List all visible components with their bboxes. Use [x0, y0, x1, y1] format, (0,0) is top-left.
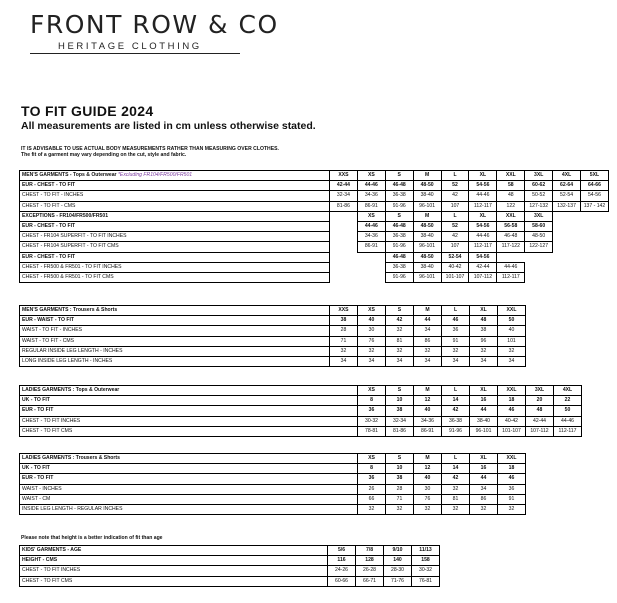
table-cell: 48-50 [413, 252, 441, 262]
table-cell: 32 [386, 505, 414, 515]
table-cell: 34 [498, 357, 526, 367]
table-cell: 140 [384, 556, 412, 566]
table-cell: 44 [470, 474, 498, 484]
table-row [20, 556, 440, 566]
table-cell: 32 [358, 505, 386, 515]
row-label: WAIST - CM [20, 494, 358, 504]
table-cell: 96-101 [413, 273, 441, 283]
size-header: XXL [498, 454, 526, 464]
table-cell: 76 [414, 494, 442, 504]
brand-name: FRONT ROW & CO [30, 10, 279, 39]
table-cell: 16 [470, 464, 498, 474]
table-cell: 122-127 [525, 242, 553, 252]
mens-trousers-table [19, 305, 526, 367]
table-cell: 86-91 [357, 201, 385, 211]
size-header: XS [358, 306, 386, 316]
size-header: XS [357, 171, 385, 181]
table-cell: 32 [442, 484, 470, 494]
table-cell: 22 [554, 396, 582, 406]
size-header: XS [357, 211, 385, 221]
table-cell: 86 [470, 494, 498, 504]
row-label: INSIDE LEG LENGTH - REGULAR INCHES [20, 505, 358, 515]
size-header: L [441, 171, 469, 181]
row-label: CHEST - FR500 & FR501 - TO FIT INCHES [20, 262, 330, 272]
table-cell: 46 [442, 316, 470, 326]
table-cell: 34 [414, 357, 442, 367]
table-cell: 30 [358, 326, 386, 336]
table-row [20, 336, 526, 346]
table-cell: 36-38 [442, 416, 470, 426]
size-header: XL [470, 306, 498, 316]
size-header: XXS [330, 171, 358, 181]
table-cell: 50-52 [525, 191, 553, 201]
table-cell: 28-30 [384, 566, 412, 576]
table-cell: 46-48 [497, 232, 525, 242]
row-label: WAIST - TO FIT - INCHES [20, 326, 330, 336]
table-header-row [20, 211, 609, 221]
table-cell: 38-40 [413, 262, 441, 272]
table-cell: 132-137 [553, 201, 581, 211]
table-cell: 101-107 [441, 273, 469, 283]
advice-line-1: IT IS ADVISABLE TO USE ACTUAL BODY MEASUREMENTS RATHER THAN MEASURING OVER CLOTHES. [21, 146, 279, 152]
table-cell: 34 [386, 357, 414, 367]
table-row [20, 357, 526, 367]
table-cell: 44-46 [554, 416, 582, 426]
table-cell: 112-117 [469, 242, 497, 252]
size-header: XS [358, 386, 386, 396]
size-header: XL [470, 386, 498, 396]
row-label: CHEST - TO FIT - INCHES [20, 191, 330, 201]
exceptions-title: EXCEPTIONS - FR104/FR500/FR501 [20, 211, 330, 221]
table-cell: 101-107 [498, 426, 526, 436]
size-header: S [386, 386, 414, 396]
table-cell: 8 [358, 464, 386, 474]
table-row [20, 252, 609, 262]
table-cell: 50 [498, 316, 526, 326]
table-cell: 32 [470, 505, 498, 515]
table-row [20, 494, 526, 504]
table-cell: 76-81 [412, 576, 440, 586]
table-row [20, 273, 609, 283]
row-label: CHEST - TO FIT CMS [20, 576, 328, 586]
table-cell: 36-38 [385, 262, 413, 272]
size-header: M [413, 211, 441, 221]
row-label: UK - TO FIT [20, 464, 358, 474]
table-row [20, 566, 440, 576]
table-cell: 122 [497, 201, 525, 211]
row-label: EUR - TO FIT [20, 406, 358, 416]
table-cell: 54-56 [469, 181, 497, 191]
table-cell: 32 [386, 346, 414, 356]
exclusion-note: *Excluding FR104/FR500/FR501 [117, 172, 193, 178]
size-header: XXL [497, 211, 525, 221]
size-header: M [414, 306, 442, 316]
row-label: EUR - CHEST - TO FIT [20, 181, 330, 191]
kids-fit-note: Please note that height is a better indication of fit than age [21, 535, 163, 541]
row-label: CHEST - TO FIT CMS [20, 426, 358, 436]
table-cell: 12 [414, 396, 442, 406]
row-label: EUR - CHEST - TO FIT [20, 252, 330, 262]
table-cell: 34-36 [357, 232, 385, 242]
table-cell: 137 - 142 [581, 201, 609, 211]
table-row [20, 484, 526, 494]
table-cell: 30-32 [358, 416, 386, 426]
size-header: S [385, 171, 413, 181]
size-header: 3XL [525, 211, 553, 221]
table-cell: 46 [498, 406, 526, 416]
table-cell: 101 [498, 336, 526, 346]
table-cell: 16 [470, 396, 498, 406]
table-cell: 34 [470, 357, 498, 367]
size-header: 9/10 [384, 546, 412, 556]
size-header: XXS [330, 306, 358, 316]
table-cell: 32 [442, 505, 470, 515]
table-cell: 32 [330, 346, 358, 356]
table-cell: 42-44 [469, 262, 497, 272]
table-row [20, 505, 526, 515]
table-cell: 71 [330, 336, 358, 346]
table-cell: 96-101 [413, 242, 441, 252]
table-row [20, 464, 526, 474]
table-cell: 38 [386, 474, 414, 484]
table-cell: 30-32 [412, 566, 440, 576]
size-header: M [414, 386, 442, 396]
table-cell: 32 [470, 346, 498, 356]
table-cell: 86-91 [357, 242, 385, 252]
table-cell: 112-117 [497, 273, 525, 283]
size-header: S [385, 211, 413, 221]
table-cell: 34 [330, 357, 358, 367]
table-cell: 48 [470, 316, 498, 326]
table-cell: 12 [414, 464, 442, 474]
table-cell: 48-50 [413, 181, 441, 191]
table-cell: 46-48 [385, 252, 413, 262]
size-header: 11/13 [412, 546, 440, 556]
table-cell: 40 [414, 406, 442, 416]
brand-subtitle: HERITAGE CLOTHING [58, 41, 202, 52]
table-cell: 71-76 [384, 576, 412, 586]
row-label: EUR - WAIST - TO FIT [20, 316, 330, 326]
table-cell: 48-50 [525, 232, 553, 242]
size-header: 7/8 [356, 546, 384, 556]
size-header: L [441, 211, 469, 221]
table-cell: 32-34 [330, 191, 358, 201]
table-cell: 91-96 [385, 201, 413, 211]
table-cell: 38-40 [470, 416, 498, 426]
table-cell: 26 [358, 484, 386, 494]
table-cell: 28 [386, 484, 414, 494]
table-cell: 71 [386, 494, 414, 504]
table-cell: 26-28 [356, 566, 384, 576]
table-cell: 86-91 [414, 426, 442, 436]
section-title: LADIES GARMENTS : Tops & Outerwear [20, 386, 358, 396]
table-row [20, 416, 582, 426]
table-cell: 158 [412, 556, 440, 566]
table-cell: 36 [358, 406, 386, 416]
row-label: REGULAR INSIDE LEG LENGTH - INCHES [20, 346, 330, 356]
table-cell: 117-122 [497, 242, 525, 252]
table-cell: 66-71 [356, 576, 384, 586]
table-cell: 44-46 [357, 222, 385, 232]
table-row [20, 262, 609, 272]
row-label: CHEST - FR104 SUPERFIT - TO FIT INCHES [20, 232, 330, 242]
table-cell: 91 [442, 336, 470, 346]
table-cell: 46-48 [385, 222, 413, 232]
size-header: L [442, 306, 470, 316]
table-cell: 52 [441, 181, 469, 191]
size-header: XL [470, 454, 498, 464]
mens-tops-table [19, 170, 609, 283]
table-cell: 81-86 [386, 426, 414, 436]
table-cell: 14 [442, 464, 470, 474]
units-note: All measurements are listed in cm unless otherwise stated. [21, 120, 316, 132]
table-row [20, 426, 582, 436]
table-cell: 48 [497, 191, 525, 201]
size-header: M [413, 171, 441, 181]
table-cell: 18 [498, 396, 526, 406]
table-cell: 44-46 [469, 191, 497, 201]
table-header-row [20, 454, 526, 464]
table-cell: 54-56 [469, 222, 497, 232]
table-cell: 96-101 [470, 426, 498, 436]
table-header-row [20, 306, 526, 316]
table-cell: 24-26 [328, 566, 356, 576]
row-label: CHEST - TO FIT INCHES [20, 566, 328, 576]
ladies-tops-table [19, 385, 582, 437]
size-header: S [386, 306, 414, 316]
table-row [20, 222, 609, 232]
section-title [20, 171, 330, 181]
table-cell: 38 [330, 316, 358, 326]
size-header: M [414, 454, 442, 464]
table-cell: 52-54 [441, 252, 469, 262]
size-header: 5/6 [328, 546, 356, 556]
table-cell: 44-46 [497, 262, 525, 272]
ladies-trousers-table [19, 453, 526, 515]
table-cell: 32 [386, 326, 414, 336]
table-cell: 52 [441, 222, 469, 232]
size-header: XL [469, 211, 497, 221]
table-row [20, 201, 609, 211]
table-cell: 38 [386, 406, 414, 416]
table-cell: 76 [358, 336, 386, 346]
table-cell: 30 [414, 484, 442, 494]
table-cell: 91-96 [442, 426, 470, 436]
size-header: 5XL [581, 171, 609, 181]
table-cell: 81-86 [330, 201, 358, 211]
table-cell: 42 [441, 191, 469, 201]
table-header-row [20, 171, 609, 181]
row-label: LONG INSIDE LEG LENGTH - INCHES [20, 357, 330, 367]
table-row [20, 346, 526, 356]
advice-text [21, 146, 279, 159]
table-row [20, 326, 526, 336]
size-header: XXL [498, 306, 526, 316]
table-cell: 42 [442, 474, 470, 484]
table-cell: 107 [441, 242, 469, 252]
brand-divider [30, 53, 240, 54]
table-cell: 66 [358, 494, 386, 504]
kids-table [19, 545, 440, 587]
table-cell: 34 [414, 326, 442, 336]
row-label: UK - TO FIT [20, 396, 358, 406]
row-label: HEIGHT - CMS [20, 556, 328, 566]
table-header-row [20, 386, 582, 396]
table-row [20, 474, 526, 484]
row-label: CHEST - FR104 SUPERFIT - TO FIT CMS [20, 242, 330, 252]
table-cell: 40 [358, 316, 386, 326]
table-cell: 44 [414, 316, 442, 326]
table-cell: 42 [441, 232, 469, 242]
table-cell: 116 [328, 556, 356, 566]
table-cell: 112-117 [469, 201, 497, 211]
table-cell: 60-66 [328, 576, 356, 586]
table-cell: 91-96 [385, 242, 413, 252]
table-cell: 40 [498, 326, 526, 336]
table-cell: 28 [330, 326, 358, 336]
table-cell: 44-46 [357, 181, 385, 191]
table-cell: 62-64 [553, 181, 581, 191]
table-cell: 96 [470, 336, 498, 346]
table-row [20, 396, 582, 406]
section-title-text: MEN'S GARMENTS - Tops & Outerwear [22, 172, 117, 178]
table-cell: 42-44 [526, 416, 554, 426]
table-cell: 10 [386, 464, 414, 474]
table-cell: 42-44 [330, 181, 358, 191]
section-title: MEN'S GARMENTS : Trousers & Shorts [20, 306, 330, 316]
table-cell: 36 [358, 474, 386, 484]
table-cell: 48 [526, 406, 554, 416]
table-cell: 44-46 [469, 232, 497, 242]
table-cell: 54-56 [581, 191, 609, 201]
table-cell: 32 [442, 346, 470, 356]
table-cell: 112-117 [554, 426, 582, 436]
table-cell: 10 [386, 396, 414, 406]
table-cell: 50 [554, 406, 582, 416]
table-cell: 36 [498, 484, 526, 494]
table-cell: 107-112 [469, 273, 497, 283]
table-cell: 56-58 [497, 222, 525, 232]
table-cell: 36-38 [385, 232, 413, 242]
page-title: TO FIT GUIDE 2024 [21, 103, 154, 119]
table-cell: 32 [414, 346, 442, 356]
table-cell: 34-36 [357, 191, 385, 201]
row-label: WAIST - INCHES [20, 484, 358, 494]
table-cell: 38-40 [413, 191, 441, 201]
table-cell: 107-112 [526, 426, 554, 436]
table-cell: 40-42 [498, 416, 526, 426]
table-cell: 107 [441, 201, 469, 211]
table-cell: 44 [470, 406, 498, 416]
table-cell: 8 [358, 396, 386, 406]
table-cell: 54-56 [469, 252, 497, 262]
size-header: 3XL [526, 386, 554, 396]
section-title: LADIES GARMENTS : Trousers & Shorts [20, 454, 358, 464]
table-cell: 46-48 [385, 181, 413, 191]
table-cell: 52-54 [553, 191, 581, 201]
table-row [20, 232, 609, 242]
table-cell: 14 [442, 396, 470, 406]
row-label: CHEST - FR500 & FR501 - TO FIT CMS [20, 273, 330, 283]
size-header: 3XL [525, 171, 553, 181]
size-header: XL [469, 171, 497, 181]
table-cell: 42 [386, 316, 414, 326]
table-cell: 32-34 [386, 416, 414, 426]
table-cell: 38 [470, 326, 498, 336]
table-cell: 58 [497, 181, 525, 191]
table-cell: 127-132 [525, 201, 553, 211]
table-cell: 60-62 [525, 181, 553, 191]
table-cell: 91 [498, 494, 526, 504]
size-header: 4XL [554, 386, 582, 396]
table-cell: 86 [414, 336, 442, 346]
table-cell: 91-96 [385, 273, 413, 283]
table-cell: 40 [414, 474, 442, 484]
table-cell: 96-101 [413, 201, 441, 211]
table-row [20, 576, 440, 586]
table-cell: 81 [442, 494, 470, 504]
table-cell: 36-38 [385, 191, 413, 201]
row-label: WAIST - TO FIT - CMS [20, 336, 330, 346]
table-cell: 42 [442, 406, 470, 416]
table-row [20, 181, 609, 191]
table-cell: 34-36 [414, 416, 442, 426]
advice-line-2: The fit of a garment may vary depending on the cut, style and fabric. [21, 152, 187, 159]
table-cell: 32 [498, 505, 526, 515]
table-cell: 34 [470, 484, 498, 494]
size-header: XXL [497, 171, 525, 181]
table-cell: 40-42 [441, 262, 469, 272]
size-header: L [442, 386, 470, 396]
table-header-row [20, 546, 440, 556]
table-cell: 34 [442, 357, 470, 367]
table-cell: 58-60 [525, 222, 553, 232]
table-cell: 32 [358, 346, 386, 356]
row-label: CHEST - TO FIT - CMS [20, 201, 330, 211]
table-cell: 36 [442, 326, 470, 336]
size-header: XS [358, 454, 386, 464]
table-cell: 18 [498, 464, 526, 474]
table-cell: 64-66 [581, 181, 609, 191]
table-cell: 78-81 [358, 426, 386, 436]
row-label: CHEST - TO FIT INCHES [20, 416, 358, 426]
table-cell: 32 [498, 346, 526, 356]
table-row [20, 191, 609, 201]
table-cell: 38-40 [413, 232, 441, 242]
size-header: XXL [498, 386, 526, 396]
table-cell: 32 [414, 505, 442, 515]
brand-logo [30, 10, 279, 52]
table-row [20, 316, 526, 326]
size-header: L [442, 454, 470, 464]
row-label: EUR - CHEST - TO FIT [20, 222, 330, 232]
row-label: EUR - TO FIT [20, 474, 358, 484]
table-cell: 81 [386, 336, 414, 346]
table-cell: 20 [526, 396, 554, 406]
section-title: KIDS' GARMENTS - AGE [20, 546, 328, 556]
size-header: 4XL [553, 171, 581, 181]
table-cell: 46 [498, 474, 526, 484]
table-row [20, 406, 582, 416]
table-row [20, 242, 609, 252]
table-cell: 48-50 [413, 222, 441, 232]
size-header: S [386, 454, 414, 464]
table-cell: 34 [358, 357, 386, 367]
table-cell: 128 [356, 556, 384, 566]
